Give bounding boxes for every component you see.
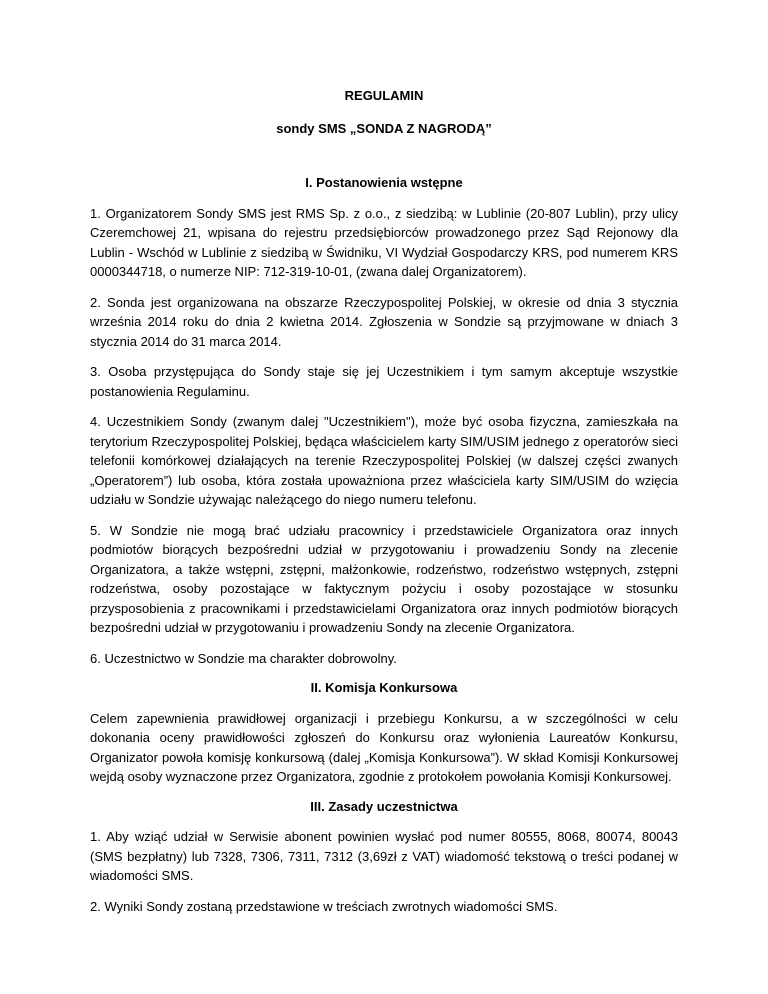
paragraph-1-6: 6. Uczestnictwo w Sondzie ma charakter dobrowolny. [90, 650, 397, 666]
paragraph-3-1: 1. Aby wziąć udział w Serwisie abonent powinien wysłać pod numer 80555, 8068, 80074, 80043 (SMS bezpłatny) lub 7328, 7306, 7311, 7312 (3,69zł z VAT) wiadomość tekstową o treści podanej w wiadomości SMS. [90, 829, 678, 883]
section-heading-2: II. Komisja Konkursowa [310, 680, 458, 695]
paragraph-1-2: 2. Sonda jest organizowana na obszarze Rzeczypospolitej Polskiej, w okresie od dnia 3 stycznia września 2014 roku do dnia 2 kwietna 2014. Zgłoszenia w Sondzie są przyjmowane w dniach 3 stycznia 2014 do 31 marca 2014. [90, 294, 678, 349]
paragraph-1-4: 4. Uczestnikiem Sondy (zwanym dalej "Uczestnikiem"), może być osoba fizyczna, zamieszkała na terytorium Rzeczypospolitej Polskiej, będąca właścicielem karty SIM/USIM jednego z operatorów sieci telefonii komórkowej działających na terenie Rzeczypospolitej Polskiej (w dalszej części zwanych „Operatorem”) lub osoba, która została upoważniona przez właściciela karty SIM/USIM do wzięcia udziału w Sondzie używając należącego do niego numeru telefonu. [90, 414, 678, 507]
section-heading-3: III. Zasady uczestnictwa [310, 798, 458, 814]
document-page [90, 86, 678, 916]
paragraph-1-3: 3. Osoba przystępująca do Sondy staje się jej Uczestnikiem i tym samym akceptuje wszystkie postanowienia Regulaminu. [90, 364, 678, 399]
section-heading-1: I. Postanowienia wstępne [305, 175, 463, 190]
document-title: REGULAMIN [344, 88, 424, 103]
paragraph-1-1: 1. Organizatorem Sondy SMS jest RMS Sp. z o.o., z siedzibą: w Lublinie (20-807 Lublin), przy ulicy Czeremchowej 21, wpisana do rejestru przedsiębiorców prowadzonego przez Sąd Rejonowy dla Lublin - Wschód w Lublinie z siedzibą w Świdniku, VI Wydział Gospodarczy KRS, pod numerem KRS 0000344718, o numerze NIP: 712-319-10-01, (zwana dalej Organizatorem). [90, 205, 678, 279]
paragraph-2-1: Celem zapewnienia prawidłowej organizacji i przebiegu Konkursu, a w szczególności w celu dokonania oceny prawidłowości zgłoszeń do Konkursu oraz wyłonienia Laureatów Konkursu, Organizator powoła komisję konkursową (dalej „Komisja Konkursowa”). W skład Komisji Konkursowej wejdą osoby wyznaczone przez Organizatora, zgodnie z protokołem powołania Komisji Konkursowej. [90, 710, 678, 784]
document-subtitle: sondy SMS „SONDA Z NAGRODĄ” [276, 120, 492, 136]
paragraph-1-5: 5. W Sondzie nie mogą brać udziału pracownicy i przedstawiciele Organizatora oraz innych podmiotów biorących bezpośredni udział w przygotowaniu i prowadzeniu Sondy na zlecenie Organizatora, a także wstępni, zstępni, małżonkowie, rodzeństwo, rodzeństwo wstępnych, zstępni rodzeństwa, osoby pozostające w faktycznym pożyciu i osoby pozostające w stosunku przysposobienia z pracownikami i przedstawicielami Organizatora oraz innych podmiotów biorących bezpośredni udział w przygotowaniu i prowadzeniu Sondy na zlecenie Organizatora. [90, 522, 678, 635]
paragraph-3-2: 2. Wyniki Sondy zostaną przedstawione w treściach zwrotnych wiadomości SMS. [90, 898, 558, 914]
